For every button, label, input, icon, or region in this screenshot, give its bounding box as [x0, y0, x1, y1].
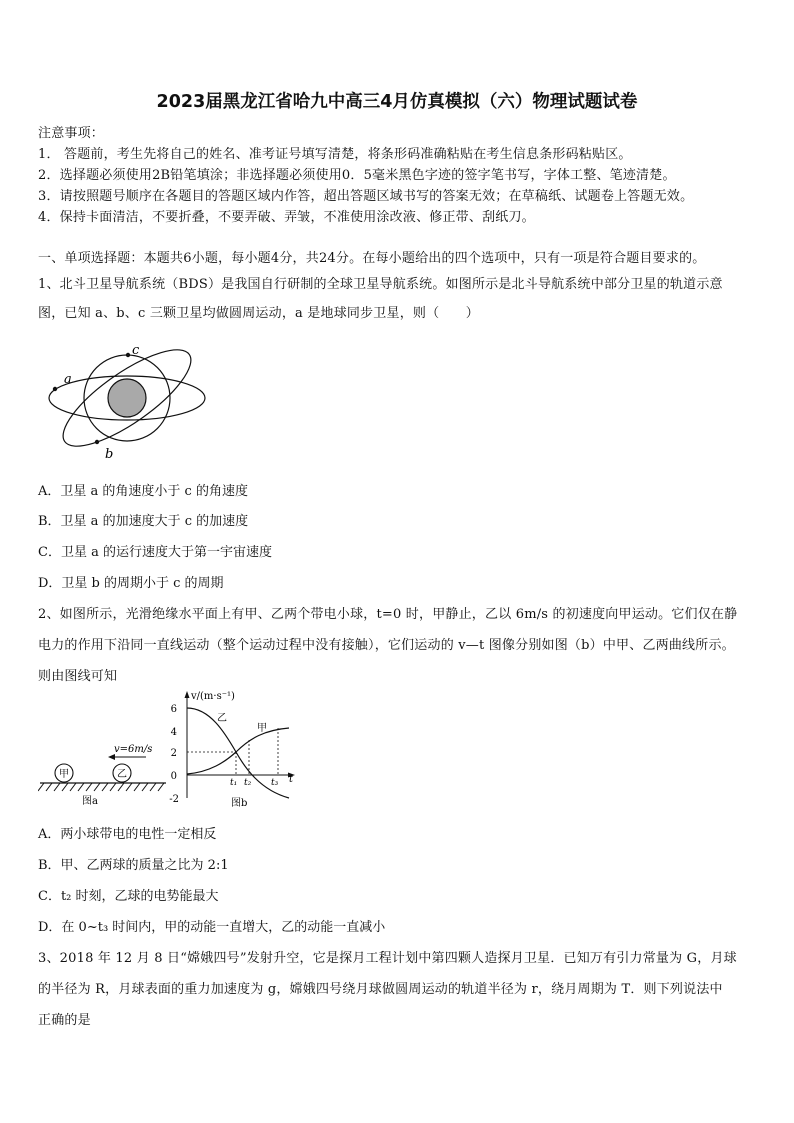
satellite-a: [53, 387, 57, 391]
label-c: c: [132, 343, 140, 358]
q1-option-c: C．卫星 a 的运行速度大于第一宇宙速度: [38, 545, 272, 560]
q3-stem-line2: 的半径为 R，月球表面的重力加速度为 g，嫦娥四号绕月球做圆周运动的轨道半径为 r，绕月周期为 T．则下列说法中: [38, 982, 723, 997]
satellite-c: [126, 353, 130, 357]
q1-option-d: D．卫星 b 的周期小于 c 的周期: [38, 576, 224, 591]
q2-figure-b: [165, 688, 300, 810]
ytick-2: 2: [170, 748, 177, 759]
curve-jia-label: 甲: [257, 723, 267, 734]
ytick-neg2: -2: [169, 794, 179, 805]
q1-option-b: B．卫星 a 的加速度大于 c 的加速度: [38, 514, 249, 529]
page-title: 2023届黑龙江省哈九中高三4月仿真模拟（六）物理试题试卷: [156, 92, 638, 112]
notice-item-3: 3．请按照题号顺序在各题目的答题区域内作答，超出答题区域书写的答案无效；在草稿纸、试题卷上答题无效。: [38, 189, 694, 204]
tmark-t3: t₃: [271, 778, 279, 788]
ytick-6: 6: [170, 704, 177, 715]
q2-stem-line1: 2、如图所示，光滑绝缘水平面上有甲、乙两个带电小球，t=0 时，甲静止，乙以 6m/s 的初速度向甲运动。它们仅在静: [38, 607, 738, 622]
section-heading: 一、单项选择题：本题共6小题，每小题4分，共24分。在每小题给出的四个选项中，只有一项是符合题目要求的。: [38, 251, 706, 266]
notice-item-2: 2．选择题必须使用2B铅笔填涂；非选择题必须使用0．5毫米黑色字迹的签字笔书写，字体工整、笔迹清楚。: [38, 168, 676, 183]
q1-option-a: A．卫星 a 的角速度小于 c 的角速度: [38, 484, 248, 499]
ytick-0: 0: [170, 771, 177, 782]
label-b: b: [105, 447, 114, 462]
notice-item-1: 1． 答题前，考生先将自己的姓名、准考证号填写清楚，将条形码准确粘贴在考生信息条形码粘贴区。: [38, 147, 632, 162]
q2-option-c: C．t₂ 时刻，乙球的电势能最大: [38, 889, 219, 904]
ytick-4: 4: [170, 727, 177, 738]
ground-hatching: [38, 783, 164, 791]
q2-option-b: B．甲、乙两球的质量之比为 2:1: [38, 858, 229, 873]
q2-stem-line2: 电力的作用下沿同一直线运动（整个运动过程中没有接触），它们运动的 v—t 图像分别如图（b）中甲、乙两曲线所示。: [38, 638, 735, 653]
earth: [108, 379, 146, 417]
q3-stem-line1: 3、2018 年 12 月 8 日“嫦娥四号”发射升空，它是探月工程计划中第四颗人造探月卫星．已知万有引力常量为 G，月球: [38, 951, 737, 966]
q1-orbit-figure: [45, 342, 220, 467]
satellite-b: [95, 440, 99, 444]
label-a: a: [64, 372, 72, 387]
q2-stem-line3: 则由图线可知: [38, 669, 118, 684]
q2-figure-a: [38, 735, 168, 810]
q2-option-a: A．两小球带电的电性一定相反: [38, 827, 217, 842]
ball-jia-label: 甲: [59, 769, 69, 780]
t-axis-label: t: [289, 774, 294, 785]
velocity-label: v=6m/s: [114, 744, 153, 755]
figure-a-caption: 图a: [82, 796, 98, 807]
v-axis-label: v/(m·s⁻¹): [191, 691, 235, 702]
ball-yi-label: 乙: [117, 769, 127, 780]
notice-heading: 注意事项：: [38, 126, 105, 141]
figure-b-caption: 图b: [231, 798, 248, 809]
q3-stem-line3: 正确的是: [38, 1013, 91, 1028]
curve-jia: [187, 728, 289, 774]
tmark-t1: t₁: [230, 778, 238, 788]
notice-item-4: 4．保持卡面清洁，不要折叠，不要弄破、弄皱，不准使用涂改液、修正带、刮纸刀。: [38, 210, 535, 225]
q1-stem-line2: 图，已知 a、b、c 三颗卫星均做圆周运动，a 是地球同步卫星，则（ ）: [38, 306, 479, 321]
tmark-t2: t₂: [244, 778, 252, 788]
curve-yi-label: 乙: [217, 713, 227, 724]
q1-stem-line1: 1、北斗卫星导航系统（BDS）是我国自行研制的全球卫星导航系统。如图所示是北斗导航系统中部分卫星的轨道示意: [38, 277, 723, 292]
q2-option-d: D．在 0~t₃ 时间内，甲的动能一直增大，乙的动能一直减小: [38, 920, 386, 935]
